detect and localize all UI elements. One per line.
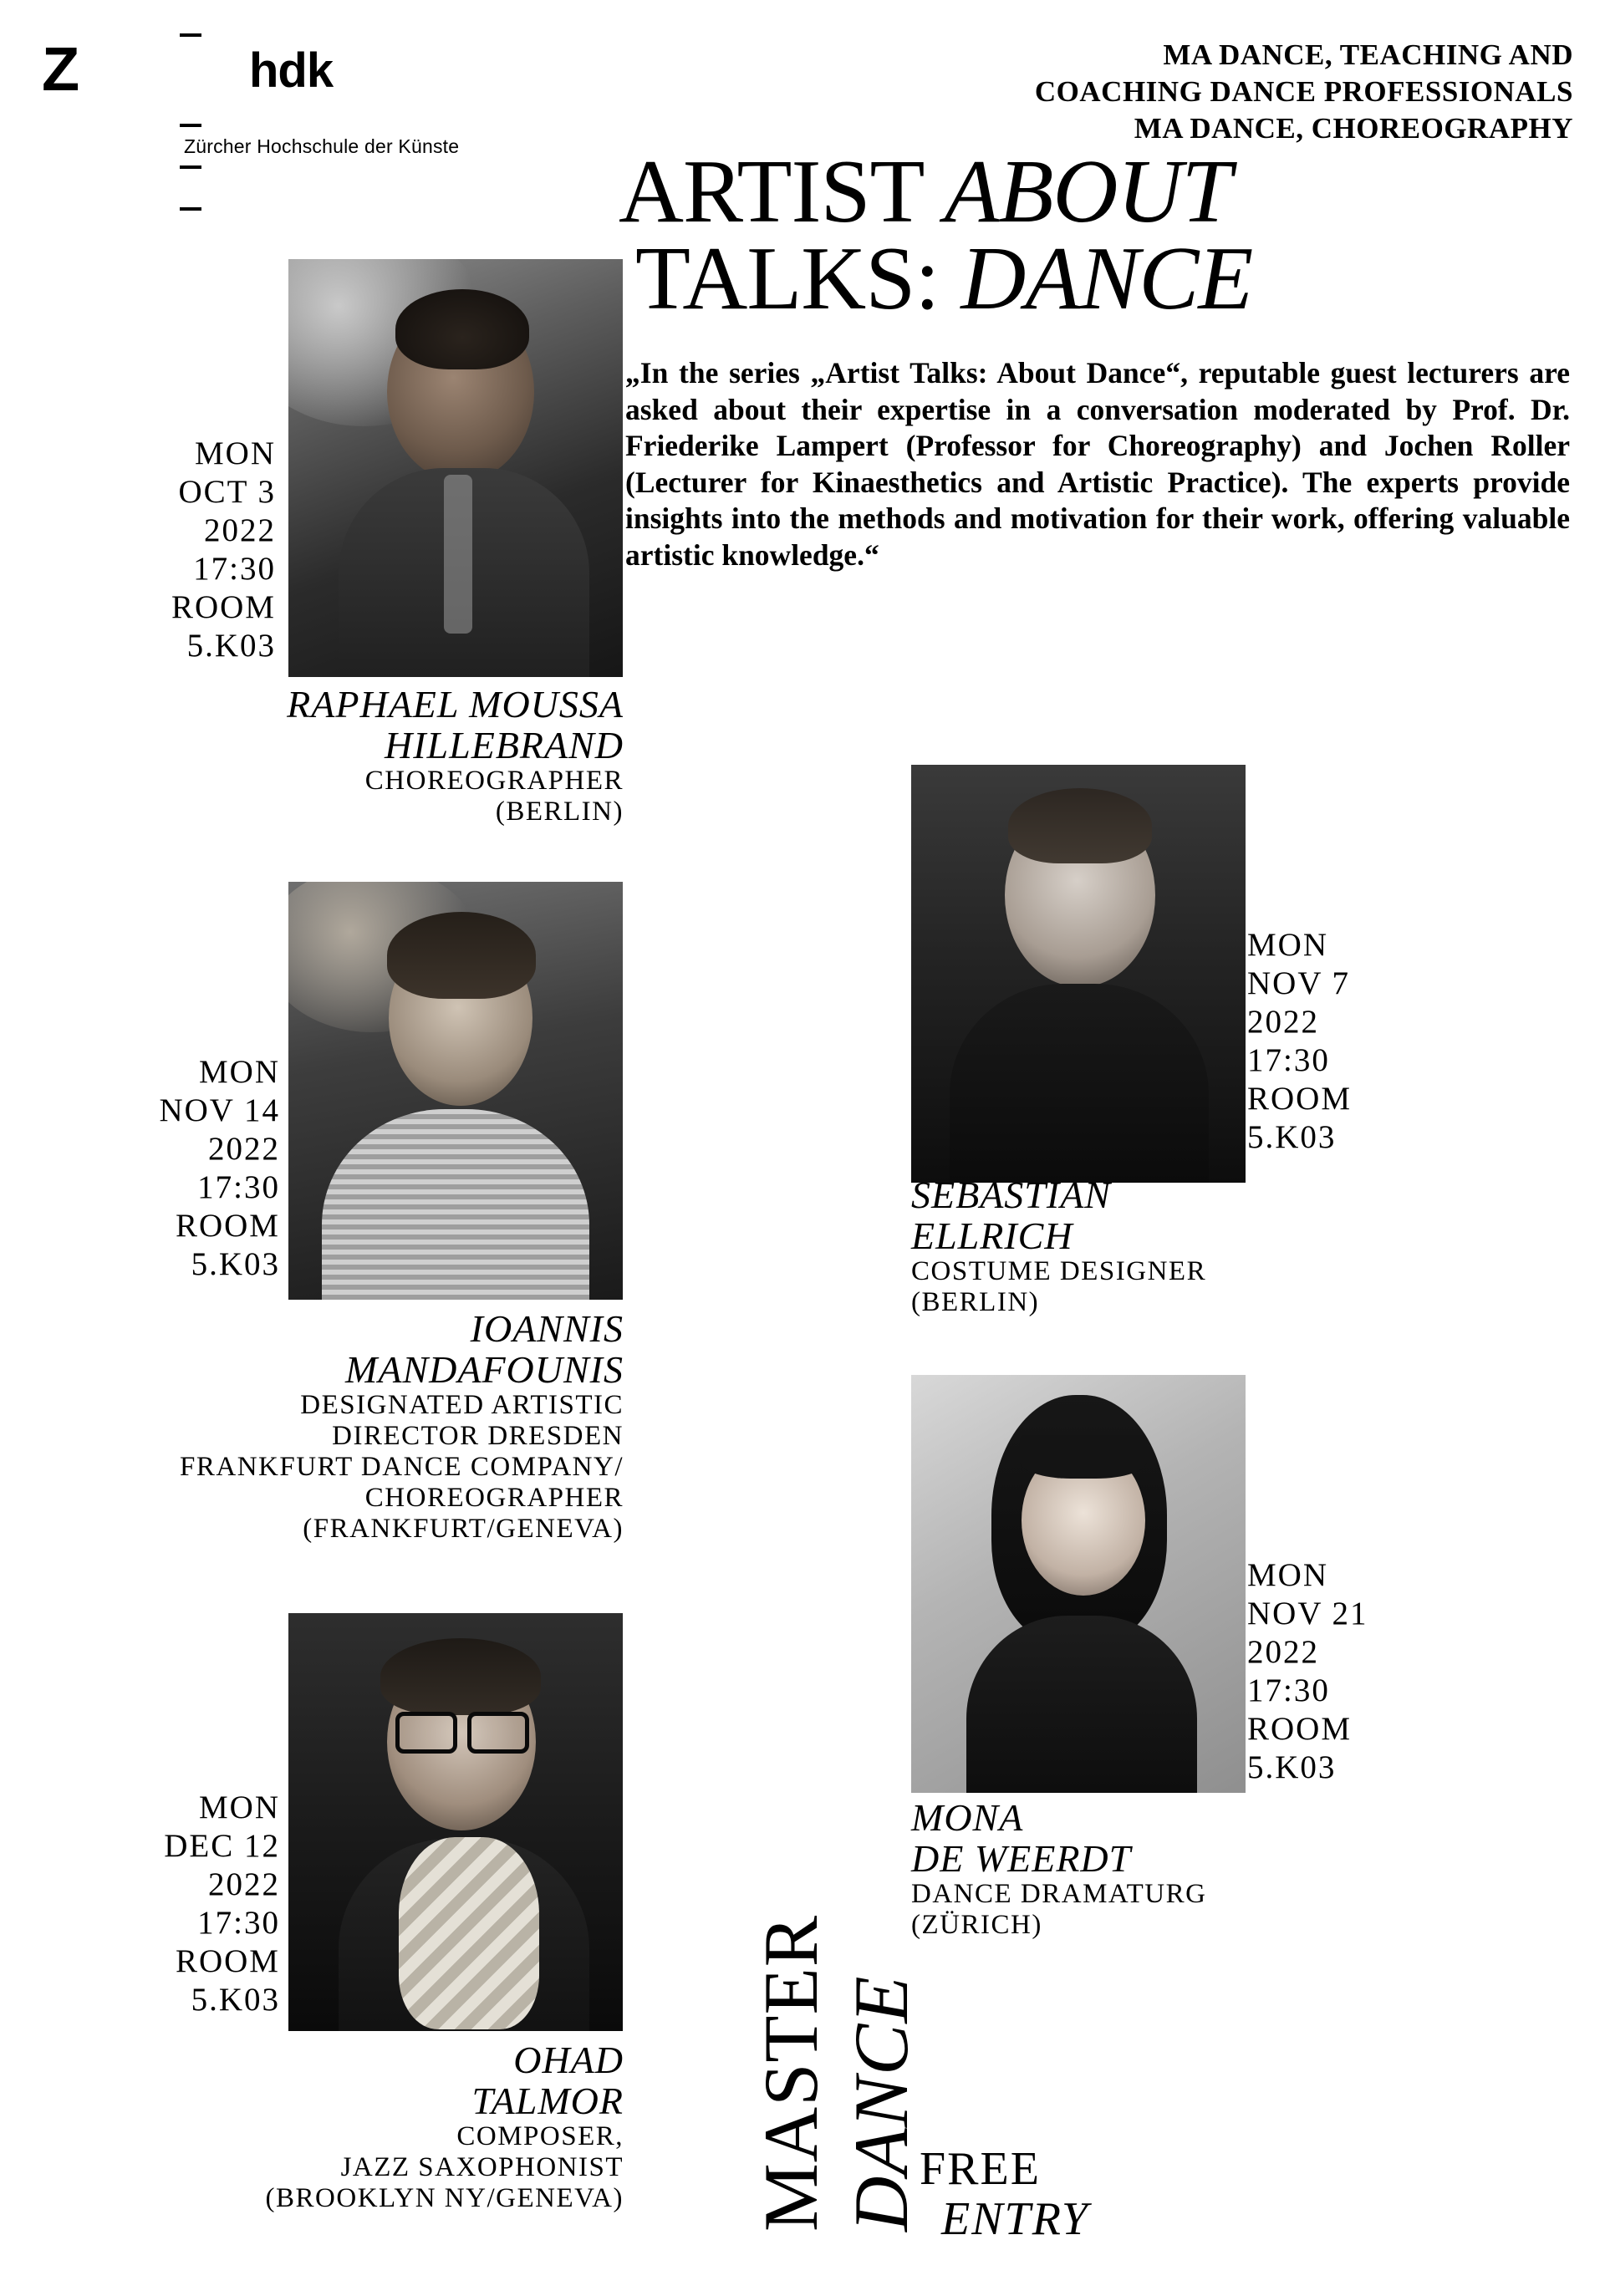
event-day: MON [198, 1054, 280, 1090]
speaker-name-line-2: ELLRICH [911, 1214, 1073, 1257]
speaker-name-line-1: IOANNIS [470, 1307, 624, 1350]
speaker-city: (ZÜRICH) [911, 1910, 1042, 1940]
event-date: OCT 3 [178, 474, 276, 510]
event-datetime-mandafounis [50, 1053, 280, 1284]
event-speaker-deweerdt [911, 1797, 1496, 1941]
event-day: MON [198, 1789, 280, 1825]
speaker-role: CHOREOGRAPHER [364, 766, 624, 796]
speaker-name-line-1: RAPHAEL MOUSSA [287, 683, 624, 725]
speaker-city: (BROOKLYN NY/GENEVA) [265, 2183, 624, 2213]
speaker-name-line-1: SEBASTIAN [911, 1173, 1111, 1216]
dance-word: DANCE [838, 1975, 924, 2232]
event-datetime-hillebrand [50, 435, 276, 665]
event-speaker-talmor [17, 2039, 624, 2214]
speaker-city: (BERLIN) [495, 797, 624, 827]
speaker-city: (BERLIN) [911, 1287, 1040, 1317]
event-datetime-talmor [50, 1789, 280, 2019]
event-date: NOV 7 [1247, 965, 1351, 1001]
event-room-label: ROOM [175, 1943, 280, 1979]
master-word: MASTER [748, 1914, 833, 2232]
event-date: NOV 14 [159, 1092, 280, 1128]
speaker-name-line-1: MONA [911, 1796, 1024, 1839]
zhdk-logo [33, 8, 502, 209]
event-room-label: ROOM [175, 1208, 280, 1244]
event-date: DEC 12 [164, 1828, 280, 1864]
event-year: 2022 [1247, 1004, 1319, 1040]
speaker-role-line-2: JAZZ SAXOPHONIST [340, 2152, 624, 2182]
event-room: 5.K03 [191, 1246, 280, 1282]
speaker-name-line-2: HILLEBRAND [385, 724, 624, 766]
event-day: MON [1247, 1557, 1329, 1593]
zhdk-z-mark: Z [42, 34, 79, 104]
event-room-label: ROOM [171, 589, 276, 625]
event-time: 17:30 [193, 551, 276, 587]
program-lines [1035, 37, 1573, 147]
speaker-role-line-1: DESIGNATED ARTISTIC [300, 1390, 624, 1420]
speaker-role-line-2: DIRECTOR DRESDEN [332, 1421, 624, 1451]
portrait-ioannis-mandafounis [288, 882, 623, 1300]
event-room-label: ROOM [1247, 1081, 1353, 1117]
title-line-2 [635, 229, 1580, 328]
event-room: 5.K03 [1247, 1119, 1337, 1155]
event-room: 5.K03 [186, 628, 276, 664]
portrait-mona-de-weerdt [911, 1375, 1246, 1793]
speaker-role: COSTUME DESIGNER [911, 1256, 1207, 1286]
event-time: 17:30 [1247, 1672, 1330, 1708]
event-time: 17:30 [197, 1169, 280, 1205]
title-artist: ARTIST [619, 142, 945, 242]
speaker-role-line-1: COMPOSER, [456, 2121, 624, 2151]
event-speaker-mandafounis [17, 1308, 624, 1545]
page-title [619, 142, 1580, 328]
speaker-role: DANCE DRAMATURG [911, 1879, 1207, 1909]
portrait-sebastian-ellrich [911, 765, 1246, 1183]
event-datetime-ellrich [1247, 926, 1498, 1157]
title-talks: TALKS: [635, 229, 961, 328]
title-line-1 [619, 142, 1580, 242]
speaker-city: (FRANKFURT/GENEVA) [303, 1514, 624, 1544]
event-time: 17:30 [197, 1905, 280, 1941]
speaker-name-line-2: TALMOR [471, 2080, 624, 2122]
event-date: NOV 21 [1247, 1596, 1368, 1632]
event-room: 5.K03 [191, 1982, 280, 2018]
event-year: 2022 [208, 1866, 280, 1902]
event-year: 2022 [204, 512, 276, 548]
speaker-role-line-4: CHOREOGRAPHER [364, 1483, 624, 1513]
speaker-name-line-2: DE WEERDT [911, 1837, 1132, 1880]
speaker-name-line-1: OHAD [513, 2039, 624, 2081]
event-datetime-deweerdt [1247, 1556, 1515, 1787]
event-time: 17:30 [1247, 1042, 1330, 1078]
free-entry-note [920, 2144, 1089, 2244]
title-about: ABOUT [944, 142, 1231, 242]
event-room: 5.K03 [1247, 1749, 1337, 1785]
event-day: MON [1247, 927, 1329, 963]
event-day: MON [194, 435, 276, 471]
zhdk-hdk-text: hdk [249, 43, 334, 98]
speaker-role-line-3: FRANKFURT DANCE COMPANY/ [180, 1452, 624, 1482]
portrait-raphael-moussa-hillebrand [288, 259, 623, 677]
zhdk-full-name: Zürcher Hochschule der Künste [184, 135, 460, 157]
intro-paragraph: „In the series „Artist Talks: About Dance“, reputable guest lecturers are asked about their expertise in a conversation moderated by Prof. Dr. Friederike Lampert (Professor for Choreography) and Jochen Roller (Lecturer for Kinaesthetics and Artistic Practice). The experts provide insights into the methods and motivation for their work, offering valuable artistic knowledge.“ [625, 356, 1570, 572]
entry-word: ENTRY [941, 2193, 1090, 2245]
program-line-1: MA DANCE, TEACHING AND [1163, 38, 1573, 71]
title-dance: DANCE [960, 229, 1253, 328]
event-speaker-ellrich [911, 1174, 1496, 1318]
program-line-3: MA DANCE, CHOREOGRAPHY [1134, 112, 1573, 145]
free-word: FREE [920, 2143, 1041, 2195]
event-room-label: ROOM [1247, 1711, 1353, 1747]
event-speaker-hillebrand [25, 684, 624, 827]
event-year: 2022 [208, 1131, 280, 1167]
speaker-name-line-2: MANDAFOUNIS [345, 1348, 624, 1391]
master-dance-wordmark [679, 1680, 924, 2265]
portrait-ohad-talmor [288, 1613, 623, 2031]
zhdk-dash-marks [180, 17, 213, 209]
program-line-2: COACHING DANCE PROFESSIONALS [1034, 75, 1573, 108]
event-year: 2022 [1247, 1634, 1319, 1670]
